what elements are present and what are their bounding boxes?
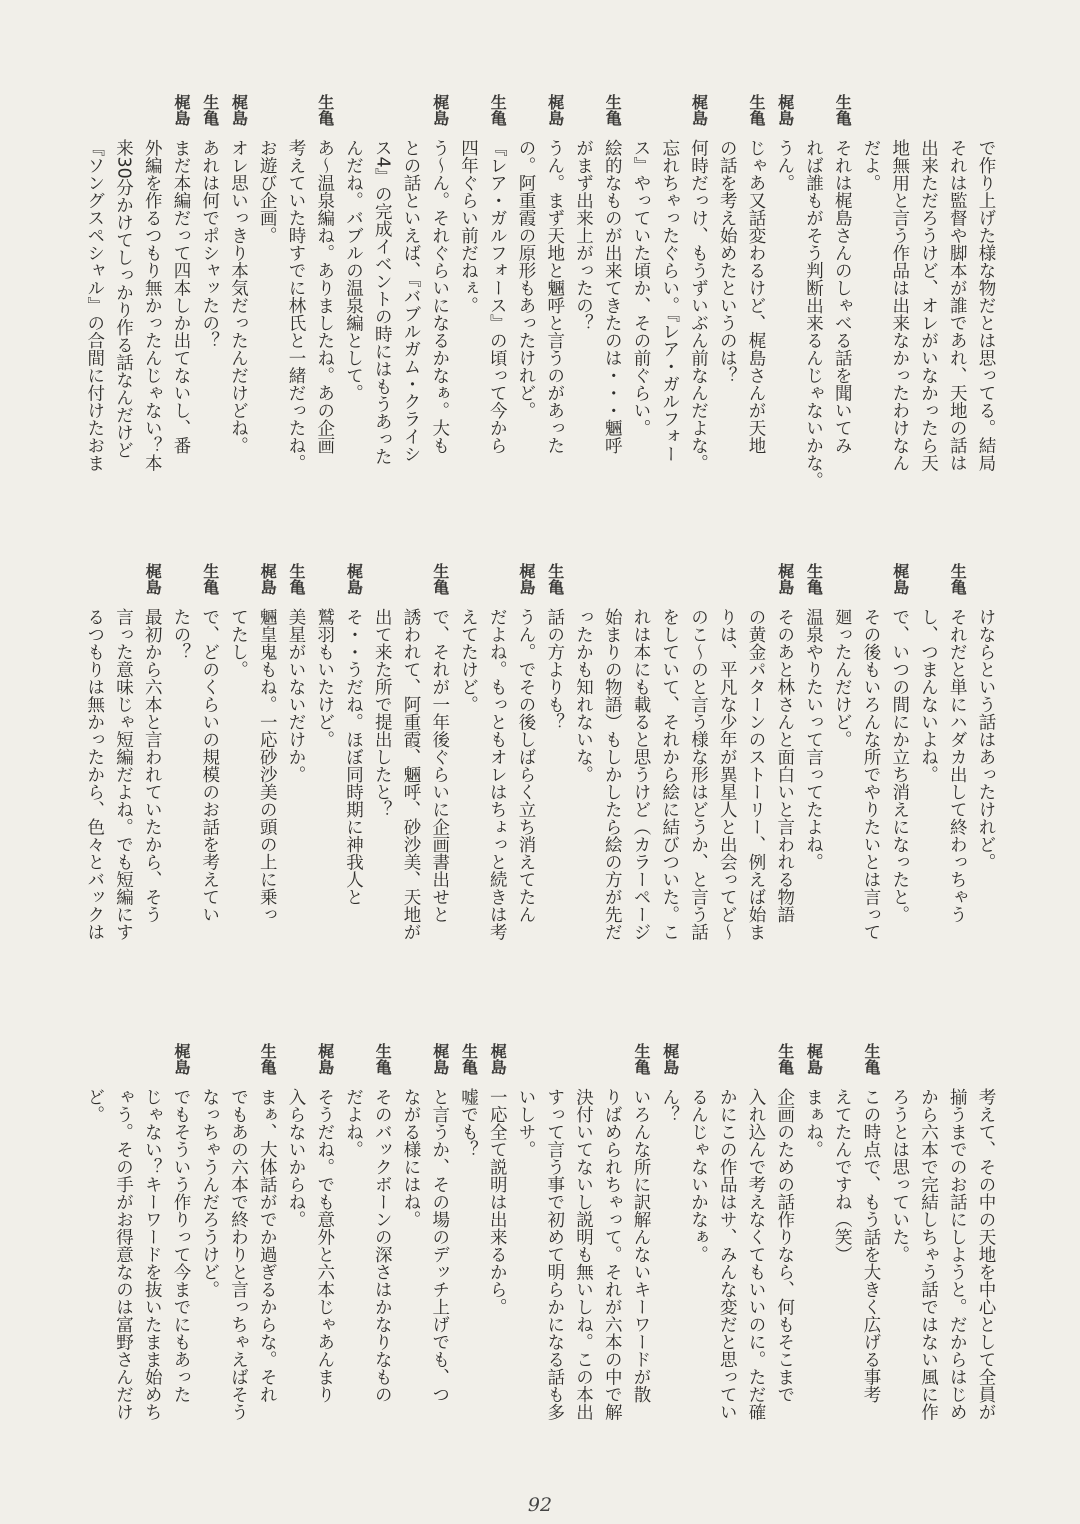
line-text: 何時だっけ、もうずいぶん前なんだよな。 — [688, 139, 709, 472]
line-text: の黄金パターンのストーリー、例えば始ま — [746, 608, 766, 941]
text-tier-middle — [80, 563, 1000, 993]
dialogue-line — [195, 1043, 224, 1473]
line-text: あれは何でポシャッたの？ — [199, 139, 220, 349]
line-text: いしサ。 — [516, 1088, 536, 1158]
line-text: それは監督や脚本が誰であれ、天地の話は — [947, 139, 968, 472]
dialogue-line — [224, 1043, 253, 1473]
line-text: 『レア・ガルフォース』の頃って今から — [487, 139, 508, 454]
line-text: それは梶島さんのしゃべる話を聞いてみ — [832, 139, 853, 454]
dialogue-line — [971, 94, 1000, 524]
speaker-label: 生亀 — [603, 94, 623, 126]
dialogue-line — [856, 563, 885, 993]
line-text: 考えていた時すでに林氏と一緒だったね。 — [286, 139, 306, 472]
dialogue-line — [885, 563, 914, 993]
line-text: 企画のための話作りなら、何もそこまで — [774, 1088, 795, 1403]
speaker-label: 生亀 — [258, 1043, 278, 1075]
line-text: けならという話はあったけれど。 — [976, 608, 996, 871]
speaker-label: 生亀 — [315, 94, 335, 126]
line-text: オレ思いっきり本気だったんだけどね。 — [228, 139, 249, 454]
dialogue-line — [741, 563, 770, 993]
text-tier-top — [80, 94, 1000, 524]
line-text: 来30分かけてしっかり作る話なんだけど — [113, 139, 134, 459]
dialogue-line — [109, 94, 138, 524]
line-text: 揃うまでのお話にしようと。だからはじめ — [947, 1088, 968, 1421]
dialogue-line — [914, 1043, 943, 1473]
line-text: でもあの六本で終わりと言っちゃえばそう — [228, 1088, 249, 1421]
line-text: 絵的なものが出来てきたのは・・・魎呼 — [602, 139, 623, 454]
text-tier-bottom — [80, 1043, 1000, 1473]
line-text: 鷲羽もいたけど。 — [314, 608, 335, 748]
line-text: この時点で、もう話を大きく広げる事考 — [861, 1088, 881, 1403]
dialogue-line — [511, 1043, 540, 1473]
line-text: れば誰もがそう判断出来るんじゃないかな。 — [803, 139, 824, 489]
dialogue-line — [483, 563, 512, 993]
dialogue-line — [684, 94, 713, 524]
dialogue-line — [598, 563, 627, 993]
line-text: そのあと林さんと面白いと言われる物語 — [774, 608, 795, 923]
dialogue-line — [454, 563, 483, 993]
dialogue-line — [828, 1043, 857, 1473]
line-text: 嘘でも？ — [458, 1088, 479, 1158]
line-text: 出て来た所で提出したと？ — [372, 608, 393, 818]
dialogue-line — [511, 563, 540, 993]
dialogue-line — [856, 1043, 885, 1473]
dialogue-line — [368, 94, 397, 524]
dialogue-line — [626, 563, 655, 993]
line-text: じゃない？キーワードを抜いたまま始めち — [142, 1088, 163, 1421]
speaker-label: 梶島 — [804, 1043, 824, 1075]
dialogue-line — [138, 1043, 167, 1473]
dialogue-line — [598, 1043, 627, 1473]
dialogue-line — [741, 94, 770, 524]
dialogue-line — [396, 94, 425, 524]
dialogue-line — [971, 1043, 1000, 1473]
dialogue-line — [655, 94, 684, 524]
line-text: だよね。もっともオレはちょっと続きは考 — [487, 608, 508, 941]
dialogue-line — [598, 94, 627, 524]
speaker-label: 生亀 — [632, 1043, 651, 1075]
line-text: お遊び企画。 — [257, 139, 278, 244]
line-text: う～ん。それぐらいになるかなぁ。大も — [429, 139, 450, 454]
dialogue-line — [166, 1043, 195, 1473]
line-text: んだね。バブルの温泉編として。 — [343, 139, 364, 402]
dialogue-line — [253, 563, 282, 993]
dialogue-line — [713, 563, 742, 993]
speaker-label: 梶島 — [430, 94, 450, 126]
line-text: それだと単にハダカ出して終わっちゃう — [947, 608, 968, 923]
line-text: から六本で完結しちゃう話ではない風に作 — [918, 1088, 939, 1421]
dialogue-line — [138, 563, 167, 993]
line-text: 忘れちゃったぐらい。『レア・ガルフォー — [659, 139, 680, 463]
line-text: えてたけど。 — [458, 608, 479, 713]
dialogue-line — [799, 563, 828, 993]
line-text: 最初から六本と言われていたから、そう — [142, 608, 163, 923]
dialogue-line — [80, 1043, 109, 1473]
speaker-label: 生亀 — [200, 94, 220, 126]
line-text: まだ本編だって四本しか出てないし、番 — [171, 139, 191, 454]
dialogue-line — [425, 1043, 454, 1473]
line-text: 一応全て説明は出来るから。 — [487, 1088, 508, 1316]
speaker-label: 生亀 — [488, 94, 508, 126]
dialogue-line — [713, 94, 742, 524]
line-text: たの？ — [171, 608, 191, 661]
dialogue-line — [281, 94, 310, 524]
line-text: をしていて、それから絵に結びついた。こ — [659, 608, 680, 941]
line-text: で、どのくらいの規模のお話を考えてい — [199, 608, 220, 923]
dialogue-line — [109, 563, 138, 993]
dialogue-line — [368, 563, 397, 993]
line-text: と言うか、その場のデッチ上げでも、つ — [429, 1088, 450, 1403]
line-text: ったかも知れないな。 — [573, 608, 594, 783]
speaker-label: 梶島 — [890, 563, 910, 595]
dialogue-line — [828, 563, 857, 993]
dialogue-line — [80, 563, 109, 993]
line-text: そ・・うだね。ほぼ同時期に神我人と — [343, 608, 364, 906]
dialogue-line — [569, 1043, 598, 1473]
dialogue-line — [741, 1043, 770, 1473]
speaker-label: 生亀 — [833, 94, 853, 126]
dialogue-line — [310, 94, 339, 524]
dialogue-line — [339, 563, 368, 993]
speaker-label: 梶島 — [315, 1043, 335, 1075]
line-text: でもそういう作りって今までにもあった — [171, 1088, 191, 1403]
line-text: 美星がいないだけか。 — [286, 608, 306, 783]
line-text: がまず出来上がったの？ — [573, 139, 594, 332]
line-text: その後もいろんな所でやりたいとは言って — [861, 608, 881, 941]
dialogue-line — [281, 563, 310, 993]
dialogue-line — [569, 94, 598, 524]
line-text: 出来ただろうけど、オレがいなかったら天 — [918, 139, 939, 472]
dialogue-line — [856, 94, 885, 524]
dialogue-line — [684, 1043, 713, 1473]
line-text: で、それが一年後ぐらいに企画書出せと — [429, 608, 450, 923]
line-text: すって言う事で初めて明らかになる話も多 — [544, 1088, 565, 1421]
line-text: 外編を作るつもり無かったんじゃない？本 — [142, 139, 163, 472]
dialogue-line — [195, 94, 224, 524]
dialogue-line — [799, 1043, 828, 1473]
line-text: の。阿重霞の原形もあったけれど。 — [516, 139, 536, 419]
line-text: 温泉やりたいって言ってたよね。 — [803, 608, 824, 871]
speaker-label: 梶島 — [229, 94, 249, 126]
line-text: で作り上げた様な物だとは思ってる。結局 — [976, 139, 996, 472]
speaker-label: 梶島 — [430, 1043, 450, 1075]
dialogue-line — [540, 563, 569, 993]
dialogue-line — [885, 94, 914, 524]
line-text: 四年ぐらい前だねぇ。 — [458, 139, 479, 314]
line-text: 言った意味じゃ短編だよね。でも短編にす — [113, 608, 134, 941]
dialogue-line — [828, 94, 857, 524]
dialogue-line — [339, 94, 368, 524]
speaker-label: 生亀 — [775, 1043, 795, 1075]
speaker-label: 生亀 — [430, 563, 450, 595]
speaker-label: 梶島 — [775, 94, 795, 126]
dialogue-line — [511, 94, 540, 524]
line-text: いろんな所に訳解んないキーワードが散 — [631, 1088, 651, 1403]
line-text: 入れ込んで考えなくてもいいのに。ただ確 — [746, 1088, 766, 1421]
speaker-label: 梶島 — [775, 563, 795, 595]
line-text: そのバックボーンの深さはかなりなもの — [372, 1088, 393, 1403]
dialogue-line — [253, 1043, 282, 1473]
line-text: 誘われて、阿重霞、魎呼、砂沙美、天地が — [401, 608, 421, 941]
line-text: 地無用と言う作品は出来なかったわけなん — [889, 139, 910, 472]
dialogue-line — [80, 94, 109, 524]
line-text: 魎皇鬼もね。一応砂沙美の頭の上に乗っ — [257, 608, 278, 923]
dialogue-line — [425, 563, 454, 993]
dialogue-line — [166, 94, 195, 524]
line-text: あ～温泉編ね。ありましたね。あの企画 — [314, 139, 335, 454]
line-text: 廻ったんだけど。 — [832, 608, 853, 748]
dialogue-line — [914, 94, 943, 524]
speaker-label: 梶島 — [660, 1043, 680, 1075]
page-number: 92 — [527, 1494, 553, 1516]
speaker-label: 梶島 — [143, 563, 163, 595]
dialogue-line — [943, 1043, 972, 1473]
dialogue-line — [253, 94, 282, 524]
speaker-label: 生亀 — [459, 1043, 479, 1075]
dialogue-line — [799, 94, 828, 524]
line-text: まぁ、大体話がでか過ぎるからな。それ — [257, 1088, 278, 1403]
dialogue-line — [454, 94, 483, 524]
line-text: ゃう。その手がお得意なのは富野さんだけ — [113, 1088, 134, 1421]
speaker-label: 梶島 — [488, 1043, 508, 1075]
line-text: りは、平凡な少年が異星人と出会ってど～ — [717, 608, 738, 941]
line-text: 話の方よりも？ — [544, 608, 565, 731]
line-text: まぁね。 — [803, 1088, 824, 1158]
line-text: てたし。 — [228, 608, 249, 678]
dialogue-line — [655, 1043, 684, 1473]
dialogue-line — [396, 1043, 425, 1473]
dialogue-line — [483, 1043, 512, 1473]
line-text: ス4』の完成イベントの時にはもうあった — [372, 139, 393, 466]
line-text: 考えて、その中の天地を中心として全員が — [976, 1088, 996, 1421]
speaker-label: 梶島 — [258, 563, 278, 595]
speaker-label: 梶島 — [172, 1043, 191, 1075]
line-text: れは本にも載ると思うけど（カラーページ — [631, 608, 651, 941]
line-text: で、いつの間にか立ち消えになったと。 — [889, 608, 910, 923]
line-text: ス』やっていた頃か、その前ぐらい。 — [631, 139, 651, 437]
line-text: ん？ — [659, 1088, 680, 1123]
speaker-label: 生亀 — [287, 563, 306, 595]
dialogue-line — [138, 94, 167, 524]
dialogue-line — [339, 1043, 368, 1473]
line-text: だよ。 — [861, 139, 881, 192]
dialogue-line — [626, 1043, 655, 1473]
line-text: うん。 — [774, 139, 795, 192]
dialogue-line — [569, 563, 598, 993]
line-text: し、つまんないよね。 — [918, 608, 939, 783]
line-text: るつもりは無かったから、色々とバックは — [84, 608, 105, 941]
speaker-label: 生亀 — [948, 563, 968, 595]
dialogue-line — [166, 563, 195, 993]
speaker-label: 生亀 — [862, 1043, 881, 1075]
dialogue-line — [281, 1043, 310, 1473]
dialogue-line — [368, 1043, 397, 1473]
dialogue-line — [914, 563, 943, 993]
line-text: だよね。 — [343, 1088, 364, 1158]
line-text: じゃあ又話変わるけど、梶島さんが天地 — [746, 139, 766, 454]
dialogue-line — [310, 563, 339, 993]
line-text: えてたんですね（笑） — [832, 1088, 853, 1263]
dialogue-line — [943, 94, 972, 524]
dialogue-line — [943, 563, 972, 993]
line-text: 決付いてないし説明も無いしね。この本出 — [573, 1088, 594, 1421]
line-text: りばめられちゃって。それが六本の中で解 — [602, 1088, 623, 1421]
dialogue-line — [109, 1043, 138, 1473]
speaker-label: 生亀 — [747, 94, 766, 126]
dialogue-line — [684, 563, 713, 993]
line-text: ど。 — [84, 1088, 105, 1123]
dialogue-line — [626, 94, 655, 524]
line-text: ながる様にはね。 — [401, 1088, 421, 1228]
line-text: なっちゃうんだろうけど。 — [199, 1088, 220, 1298]
line-text: のこ～のと言う様な形はどうか、と言う話 — [688, 608, 709, 941]
speaker-label: 梶島 — [344, 563, 364, 595]
line-text: の話を考え始めたというのは？ — [717, 139, 738, 384]
speaker-label: 梶島 — [545, 94, 565, 126]
speaker-label: 生亀 — [804, 563, 824, 595]
dialogue-line — [655, 563, 684, 993]
line-text: そうだね。でも意外と六本じゃあんまり — [314, 1088, 335, 1403]
dialogue-line — [540, 1043, 569, 1473]
line-text: ろうとは思っていた。 — [889, 1088, 910, 1263]
line-text: るんじゃないかなぁ。 — [688, 1088, 709, 1263]
speaker-label: 生亀 — [373, 1043, 393, 1075]
dialogue-line — [224, 94, 253, 524]
dialogue-line — [885, 1043, 914, 1473]
dialogue-line — [310, 1043, 339, 1473]
dialogue-line — [770, 1043, 799, 1473]
line-text: うん。まず天地と魎呼と言うのがあった — [544, 139, 565, 454]
dialogue-line — [770, 563, 799, 993]
dialogue-line — [195, 563, 224, 993]
dialogue-line — [224, 563, 253, 993]
dialogue-line — [770, 94, 799, 524]
line-text: 始まりの物語）もしかしたら絵の方が先だ — [602, 608, 623, 941]
line-text: 『ソングスペシャル』の合間に付けたおま — [84, 139, 105, 472]
dialogue-line — [425, 94, 454, 524]
speaker-label: 生亀 — [545, 563, 565, 595]
dialogue-line — [396, 563, 425, 993]
speaker-label: 梶島 — [517, 563, 536, 595]
dialogue-line — [454, 1043, 483, 1473]
speaker-label: 梶島 — [689, 94, 709, 126]
speaker-label: 梶島 — [172, 94, 191, 126]
dialogue-line — [971, 563, 1000, 993]
dialogue-line — [540, 94, 569, 524]
line-text: との話といえば、『バブルガム・クライシ — [401, 139, 421, 463]
line-text: かにこの作品はサ、みんな変だと思ってい — [717, 1088, 738, 1421]
line-text: うん。でその後しばらく立ち消えてたん — [516, 608, 536, 923]
dialogue-line — [713, 1043, 742, 1473]
line-text: 入らないからね。 — [286, 1088, 306, 1228]
dialogue-line — [483, 94, 512, 524]
speaker-label: 生亀 — [200, 563, 220, 595]
